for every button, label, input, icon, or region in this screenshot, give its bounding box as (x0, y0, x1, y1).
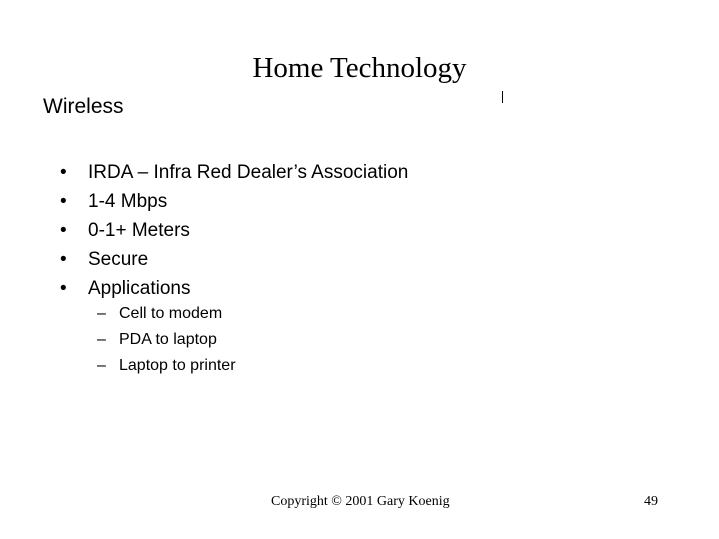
page-number: 49 (644, 494, 658, 509)
slide-title: Home Technology (252, 52, 467, 84)
bullet-marker: • (60, 278, 67, 299)
bullet-text: 0-1+ Meters (88, 220, 190, 241)
sub-bullet-text: Cell to modem (119, 305, 223, 322)
bullet-marker: • (60, 162, 67, 183)
text-cursor-mark (502, 91, 503, 103)
bullet-text: Secure (88, 249, 149, 270)
sub-bullet-text: Laptop to printer (119, 357, 236, 374)
bullet-text: 1-4 Mbps (88, 191, 168, 212)
bullet-marker: • (60, 249, 67, 270)
slide-subtitle: Wireless (43, 95, 124, 118)
sub-bullet-marker: – (97, 331, 106, 348)
sub-bullet-marker: – (97, 305, 106, 322)
sub-bullet-marker: – (97, 357, 106, 374)
bullet-text: IRDA – Infra Red Dealer’s Association (88, 162, 409, 183)
copyright-footer: Copyright © 2001 Gary Koenig (271, 494, 450, 509)
sub-bullet-text: PDA to laptop (119, 331, 217, 348)
bullet-text: Applications (88, 278, 191, 299)
bullet-marker: • (60, 191, 67, 212)
bullet-marker: • (60, 220, 67, 241)
